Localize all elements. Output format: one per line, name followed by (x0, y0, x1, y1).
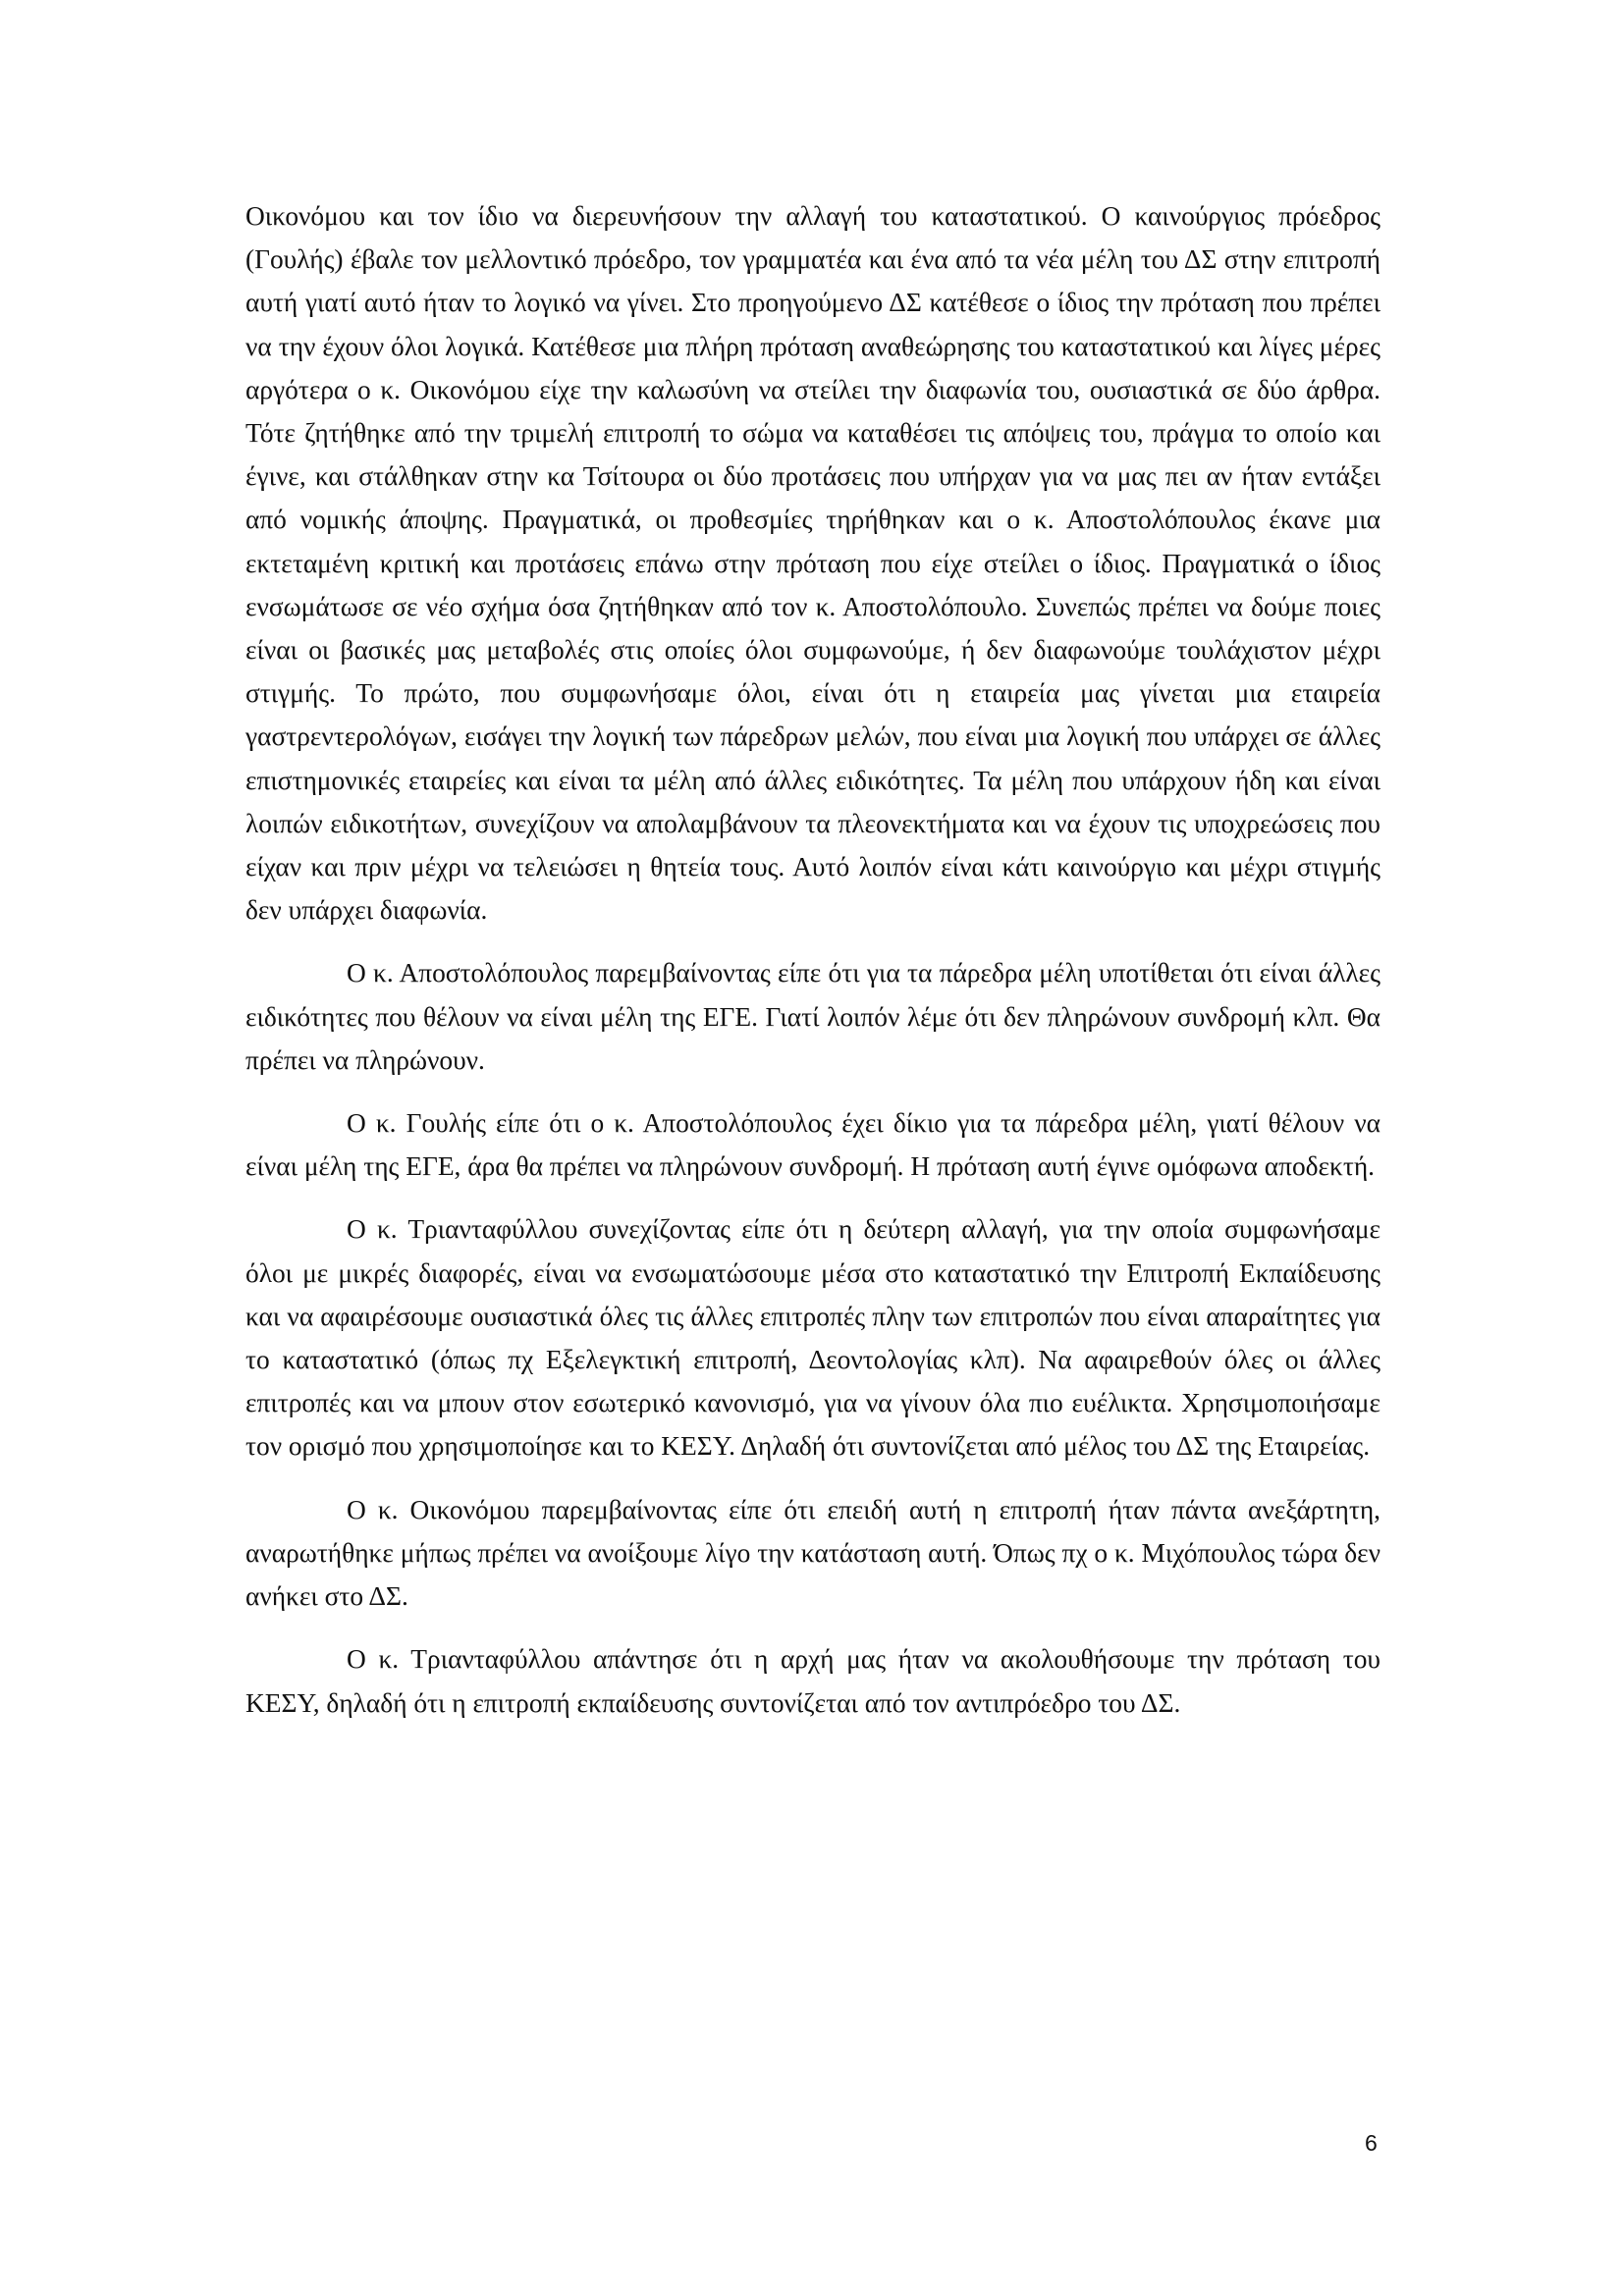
paragraph-continuation: Οικονόμου και τον ίδιο να διερευνήσουν την αλλαγή του καταστατικού. Ο καινούργιος πρόεδρος (Γουλής) έβαλε τον μελλοντικό πρόεδρο, τον γραμματέα και ένα από τα νέα μέλη του ΔΣ στην επιτροπή αυτή γιατί αυτό ήταν το λογικό να γίνει. Στο προηγούμενο ΔΣ κατέθεσε ο ίδιος την πρόταση που πρέπει να την έχουν όλοι λογικά. Κατέθεσε μια πλήρη πρόταση αναθεώρησης του καταστατικού και λίγες μέρες αργότερα ο κ. Οικονόμου είχε την καλωσύνη να στείλει την διαφωνία του, ουσιαστικά σε δύο άρθρα. Τότε ζητήθηκε από την τριμελή επιτροπή το σώμα να καταθέσει τις απόψεις του, πράγμα το οποίο και έγινε, και στάλθηκαν στην κα Τσίτουρα οι δύο προτάσεις που υπήρχαν για να μας πει αν ήταν εντάξει από νομικής άποψης. Πραγματικά, οι προθεσμίες τηρήθηκαν και ο κ. Αποστολόπουλος έκανε μια εκτεταμένη κριτική και προτάσεις επάνω στην πρόταση που είχε στείλει ο ίδιος. Πραγματικά ο ίδιος ενσωμάτωσε σε νέο σχήμα όσα ζητήθηκαν από τον κ. Αποστολόπουλο. Συνεπώς πρέπει να δούμε ποιες είναι οι βασικές μας μεταβολές στις οποίες όλοι συμφωνούμε, ή δεν διαφωνούμε τουλάχιστον μέχρι στιγμής. Το πρώτο, που συμφωνήσαμε όλοι, είναι ότι η εταιρεία μας γίνεται μια εταιρεία γαστρεντερολόγων, εισάγει την λογική των πάρεδρων μελών, που είναι μια λογική που υπάρχει σε άλλες επιστημονικές εταιρείες και είναι τα μέλη από άλλες ειδικότητες. Τα μέλη που υπάρχουν ήδη και είναι λοιπών ειδικοτήτων, συνεχίζουν να απολαμβάνουν τα πλεονεκτήματα και να έχουν τις υποχρεώσεις που είχαν και πριν μέχρι να τελειώσει η θητεία τους. Αυτό λοιπόν είναι κάτι καινούργιο και μέχρι στιγμής δεν υπάρχει διαφωνία. (245, 201, 1380, 926)
paragraph-apostolopoulos-intervention: Ο κ. Αποστολόπουλος παρεμβαίνοντας είπε ότι για τα πάρεδρα μέλη υποτίθεται ότι είναι άλλες ειδικότητες που θέλουν να είναι μέλη της ΕΓΕ. Γιατί λοιπόν λέμε ότι δεν πληρώνουν συνδρομή κλπ. Θα πρέπει να πληρώνουν. (245, 958, 1380, 1075)
document-body (245, 194, 1380, 1744)
page-number: 6 (1365, 2130, 1378, 2156)
paragraph-triantafyllou-reply: Ο κ. Τριανταφύλλου απάντησε ότι η αρχή μας ήταν να ακολουθήσουμε την πρόταση του ΚΕΣΥ, δηλαδή ότι η επιτροπή εκπαίδευσης συντονίζεται από τον αντιπρόεδρο του ΔΣ. (245, 1644, 1380, 1718)
paragraph-goulis-response: Ο κ. Γουλής είπε ότι ο κ. Αποστολόπουλος έχει δίκιο για τα πάρεδρα μέλη, γιατί θέλουν να είναι μέλη της ΕΓΕ, άρα θα πρέπει να πληρώνουν συνδρομή. Η πρόταση αυτή έγινε ομόφωνα αποδεκτή. (245, 1108, 1380, 1182)
paragraph-triantafyllou-second-change: Ο κ. Τριανταφύλλου συνεχίζοντας είπε ότι η δεύτερη αλλαγή, για την οποία συμφωνήσαμε όλοι με μικρές διαφορές, είναι να ενσωματώσουμε μέσα στο καταστατικό την Επιτροπή Εκπαίδευσης και να αφαιρέσουμε ουσιαστικά όλες τις άλλες επιτροπές πλην των επιτροπών που είναι απαραίτητες για το καταστατικό (όπως πχ Εξελεγκτική επιτροπή, Δεοντολογίας κλπ). Να αφαιρεθούν όλες οι άλλες επιτροπές και να μπουν στον εσωτερικό κανονισμό, για να γίνουν όλα πιο ευέλικτα. Χρησιμοποιήσαμε τον ορισμό που χρησιμοποίησε και το ΚΕΣΥ. Δηλαδή ότι συντονίζεται από μέλος του ΔΣ της Εταιρείας. (245, 1214, 1380, 1462)
paragraph-oikonomou-intervention: Ο κ. Οικονόμου παρεμβαίνοντας είπε ότι επειδή αυτή η επιτροπή ήταν πάντα ανεξάρτητη, αναρωτήθηκε μήπως πρέπει να ανοίξουμε λίγο την κατάσταση αυτή. Όπως πχ ο κ. Μιχόπουλος τώρα δεν ανήκει στο ΔΣ. (245, 1494, 1380, 1612)
